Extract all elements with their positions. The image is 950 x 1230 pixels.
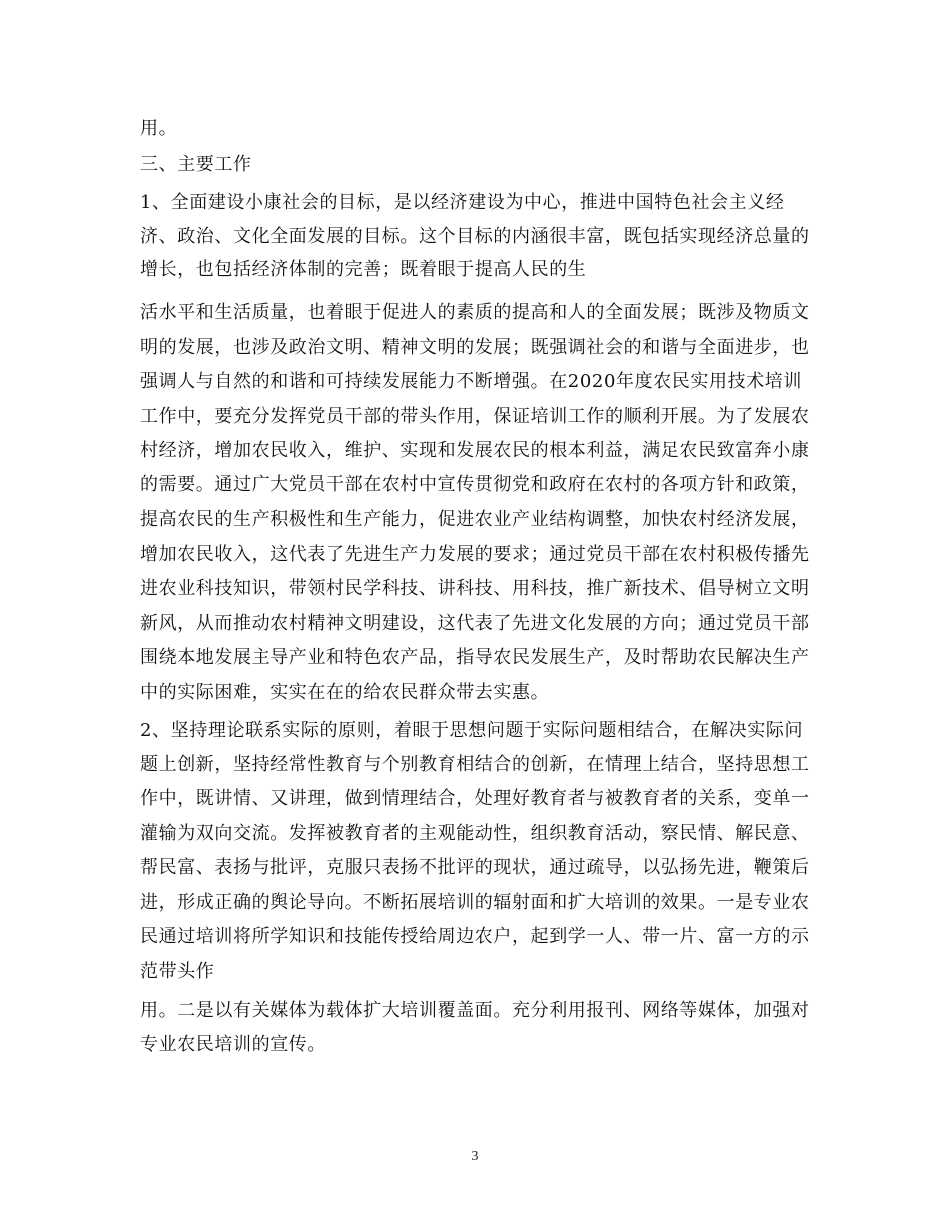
text-line: 1、全面建设小康社会的目标，是以经济建设为中心，推进中国特色社会主义经: [140, 192, 785, 213]
text-line: 工作中，要充分发挥党员干部的带头作用，保证培训工作的顺利开展。为了发展农: [140, 406, 810, 427]
text-line: 专业农民培训的宣传。: [140, 1034, 326, 1055]
text-line: 围绕本地发展主导产业和特色农产品，指导农民发展生产，及时帮助农民解决生产: [140, 647, 810, 668]
page-number: 3: [471, 1149, 479, 1164]
text-line: 2、坚持理论联系实际的原则，着眼于思想问题于实际问题相结合，在解决实际问: [140, 720, 804, 741]
text-line: 范带头作: [140, 961, 215, 982]
text-line: 增加农民收入，这代表了先进生产力发展的要求；通过党员干部在农村积极传播先: [140, 544, 810, 565]
text-line: 中的实际困难，实实在在的给农民群众带去实惠。: [140, 682, 550, 703]
text-line: 明的发展，也涉及政治文明、精神文明的发展；既强调社会的和谐与全面进步，也: [140, 337, 810, 358]
text-line: 用。二是以有关媒体为载体扩大培训覆盖面。充分利用报刊、网络等媒体，加强对: [140, 1000, 810, 1021]
text-line: 进农业科技知识，带领村民学科技、讲科技、用科技，推广新技术、倡导树立文明: [140, 578, 810, 599]
text-line: 济、政治、文化全面发展的目标。这个目标的内涵很丰富，既包括实现经济总量的: [140, 226, 810, 247]
text-line: 题上创新，坚持经常性教育与个别教育相结合的创新，在情理上结合，坚持思想工: [140, 754, 810, 775]
text-line: 用。: [140, 118, 178, 139]
text-line: 灌输为双向交流。发挥被教育者的主观能动性，组织教育活动，察民情、解民意、: [140, 823, 810, 844]
text-line: 活水平和生活质量，也着眼于促进人的素质的提高和人的全面发展；既涉及物质文: [140, 302, 810, 323]
text-line: 提高农民的生产积极性和生产能力，促进农业产业结构调整，加快农村经济发展，: [140, 509, 810, 530]
text-line: 增长，也包括经济体制的完善；既着眼于提高人民的生: [140, 259, 587, 280]
text-line: 民通过培训将所学知识和技能传授给周边农户，起到学一人、带一片、富一方的示: [140, 926, 810, 947]
text-line: 新风，从而推动农村精神文明建设，这代表了先进文化发展的方向；通过党员干部: [140, 613, 810, 634]
text-line: 进，形成正确的舆论导向。不断拓展培训的辐射面和扩大培训的效果。一是专业农: [140, 892, 810, 913]
text-line: 强调人与自然的和谐和可持续发展能力不断增强。在2020年度农民实用技术培训: [140, 371, 803, 392]
text-line: 村经济，增加农民收入，维护、实现和发展农民的根本利益，满足农民致富奔小康: [140, 440, 810, 461]
text-line: 三、主要工作: [140, 154, 252, 175]
text-line: 帮民富、表扬与批评，克服只表扬不批评的现状，通过疏导，以弘扬先进，鞭策后: [140, 857, 810, 878]
text-line: 作中，既讲情、又讲理，做到情理结合，处理好教育者与被教育者的关系，变单一: [140, 788, 810, 809]
text-line: 的需要。通过广大党员干部在农村中宣传贯彻党和政府在农村的各项方针和政策，: [140, 474, 810, 495]
